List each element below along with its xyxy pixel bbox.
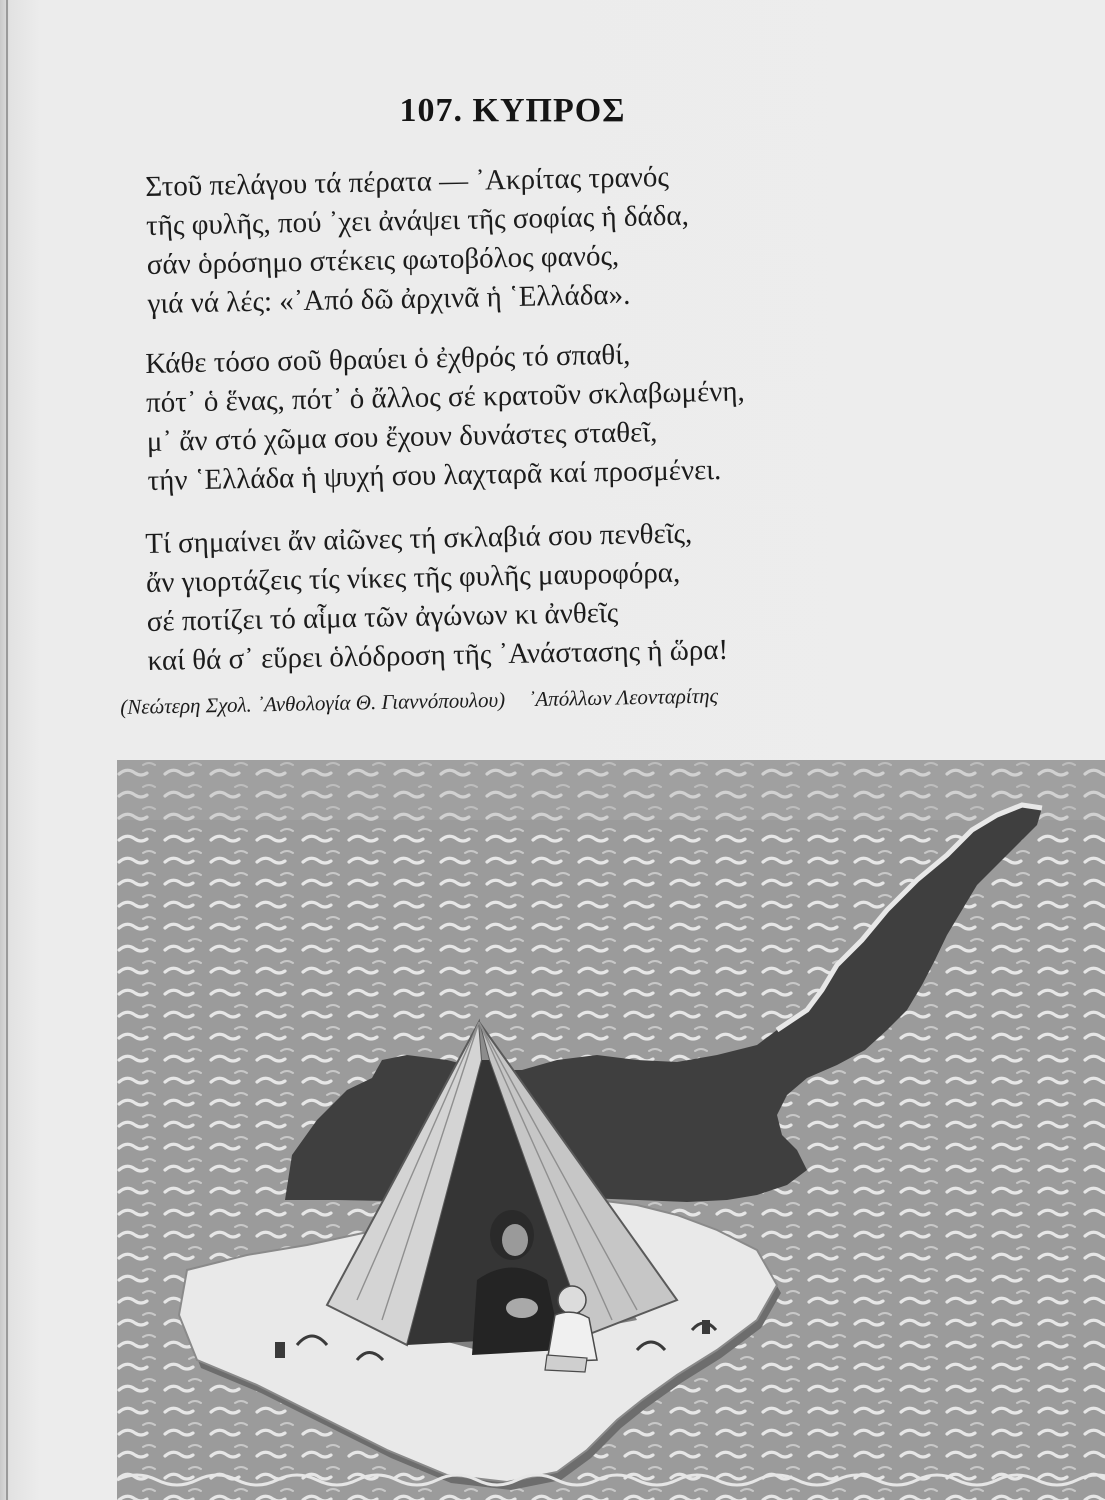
- poem-line: Τί σημαίνει ἄν αἰῶνες τή σκλαβιά σου πενθεῖς,: [145, 517, 693, 560]
- anthology-source: (Νεώτερη Σχολ. ᾿Ανθολογία Θ. Γιαννόπουλου): [120, 687, 506, 719]
- poem-line: σέ ποτίζει τό αἷμα τῶν ἀγώνων κι ἀνθεῖς: [146, 596, 619, 638]
- poem-line: ἄν γιορτάζεις τίς νίκες τῆς φυλῆς μαυροφόρα,: [145, 556, 681, 599]
- cyprus-illustration-svg: [117, 760, 1105, 1500]
- cyprus-illustration: [117, 760, 1105, 1500]
- poem-line: Κάθε τόσο σοῦ θραύει ὁ ἐχθρός τό σπαθί,: [145, 338, 631, 380]
- poem-line: πότ᾿ ὁ ἕνας, πότ᾿ ὁ ἄλλος σέ κρατοῦν σκλαβωμένη,: [145, 375, 746, 419]
- poem-line: μ᾿ ἄν στό χῶμα σου ἔχουν δυνάστες σταθεῖ,: [146, 416, 658, 458]
- page-spine-edge: [6, 0, 8, 1500]
- stanza-3: [145, 510, 908, 681]
- poem-line: τήν ῾Ελλάδα ἡ ψυχή σου λαχταρᾶ καί προσμένει.: [147, 453, 722, 497]
- poem-author: ᾿Απόλλων Λεονταρίτης: [528, 683, 719, 712]
- stanza-2: [145, 330, 908, 501]
- poem-line: τῆς φυλῆς, πού ᾿χει ἀνάψει τῆς σοφίας ἡ δάδα,: [145, 199, 690, 242]
- poem-line: Στοῦ πελάγου τά πέρατα — ᾿Ακρίτας τρανός: [145, 160, 670, 203]
- poem-source-attribution: [120, 679, 940, 720]
- poem-line: καί θά σ᾿ εὕρει ὁλόδροση τῆς ᾿Ανάστασης ἡ ὥρα!: [147, 633, 729, 677]
- child-head: [558, 1286, 586, 1314]
- child-body: [547, 1312, 597, 1362]
- poem-line: σάν ὁρόσημο στέκεις φωτοβόλος φανός,: [146, 239, 620, 281]
- poem-title: 107. ΚΥΠΡΟΣ: [399, 92, 626, 129]
- poem-line: γιά νά λές: «᾿Από δῶ ἀρχινᾶ ἡ ῾Ελλάδα».: [147, 278, 631, 320]
- stanza-1: [145, 153, 908, 324]
